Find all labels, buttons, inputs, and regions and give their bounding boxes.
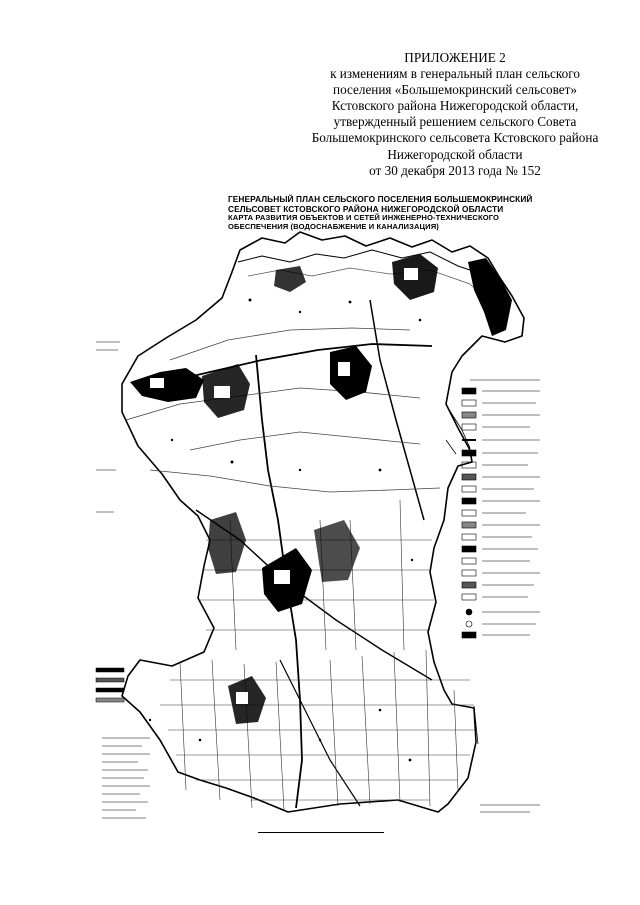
settlement (468, 258, 512, 336)
road (370, 300, 424, 520)
map-title-line: ГЕНЕРАЛЬНЫЙ ПЛАН СЕЛЬСКОГО ПОСЕЛЕНИЯ БОЛЬШЕМОКРИНСКИЙ (228, 194, 533, 204)
appendix-title: ПРИЛОЖЕНИЕ 2 (404, 50, 506, 65)
settlement (208, 512, 246, 574)
map-subtitle-line: ОБЕСПЕЧЕНИЯ (ВОДОСНАБЖЕНИЕ И КАНАЛИЗАЦИЯ) (228, 221, 439, 231)
appendix-line: утвержденный решением сельского Совета (333, 114, 577, 130)
signature-line (258, 832, 384, 833)
settlement (274, 266, 306, 292)
road (280, 660, 360, 806)
settlement (330, 346, 372, 400)
left-legend (96, 668, 150, 818)
appendix-line: Большемокринского сельсовета Кстовского района (311, 130, 599, 146)
appendix-line: Кстовского района Нижегородской области, (331, 98, 579, 114)
legend (462, 380, 540, 638)
appendix-line: поселения «Большемокринский сельсовет» (333, 82, 577, 98)
settlement (314, 520, 360, 582)
appendix-line: к изменениям в генеральный план сельского (330, 66, 580, 82)
settlement (130, 368, 204, 402)
appendix-line: Нижегородской области (387, 146, 523, 162)
map-title-line: СЕЛЬСОВЕТ КСТОВСКОГО РАЙОНА НИЖЕГОРОДСКОЙ ОБЛАСТИ (228, 203, 504, 214)
map-subtitle-line: КАРТА РАЗВИТИЯ ОБЪЕКТОВ И СЕТЕЙ ИНЖЕНЕРНО-ТЕХНИЧЕСКОГО (228, 213, 500, 223)
appendix-date: от 30 декабря 2013 года № 152 (369, 162, 541, 178)
